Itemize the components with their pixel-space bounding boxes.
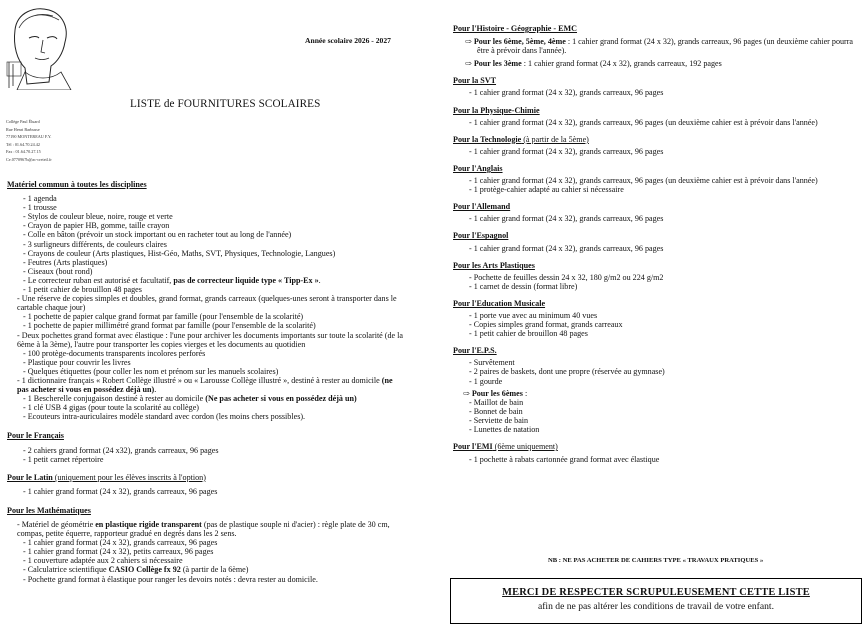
list-item: - 1 cahier grand format (24 x 32), grands carreaux, 96 pages bbox=[23, 486, 218, 496]
list-item: - 2 cahiers grand format (24 x32), grands carreaux, 96 pages bbox=[23, 445, 219, 455]
page-title: LISTE de FOURNITURES SCOLAIRES bbox=[130, 98, 321, 110]
espagnol-heading: Pour l'Espagnol bbox=[453, 231, 509, 241]
list-item: - 1 cahier grand format (24 x 32), grands carreaux, 96 pages bbox=[23, 538, 218, 548]
arrow-icon: ⇨ bbox=[463, 388, 472, 398]
list-item: - 1 cahier grand format (24 x 32), grands carreaux, 96 pages (un deuxième cahier est à prévoir dans l'année) bbox=[469, 176, 818, 186]
maths-heading: Pour les Mathématiques bbox=[7, 505, 91, 515]
list-item: - 1 clé USB 4 gigas (pour toute la scolarité au collège) bbox=[23, 403, 199, 413]
list-item: - Plastique pour couvrir les livres bbox=[23, 357, 131, 367]
notice-text: afin de ne pas altérer les conditions de travail de votre enfant. bbox=[537, 601, 775, 612]
list-item: - 1 cahier grand format (24 x 32), grands carreaux, 96 pages bbox=[469, 243, 664, 253]
list-item: - 1 cahier grand format (24 x 32), petits carreaux, 96 pages bbox=[23, 547, 214, 557]
list-item: - Copies simples grand format, grands carreaux bbox=[469, 320, 623, 330]
list-item: - 1 pochette de papier calque grand format par famille (pour l'ensemble de la scolarité) bbox=[23, 312, 304, 322]
list-item: - Feutres (Arts plastiques) bbox=[23, 257, 108, 267]
common-list bbox=[17, 194, 405, 421]
list-item: - 1 agenda bbox=[23, 194, 57, 204]
list-item: - Pochette de feuilles dessin 24 x 32, 180 g/m2 ou 224 g/m2 bbox=[469, 272, 664, 282]
histoire-heading: Pour l'Histoire - Géographie - EMC bbox=[453, 24, 578, 33]
notice-box bbox=[450, 578, 862, 624]
list-item: - 1 dictionnaire français « Robert Collège illustré » ou « Larousse Collège illustré », destiné à rester au domicile (ne pas acheter si vous en possédez déjà un). bbox=[17, 375, 393, 395]
right-column bbox=[453, 24, 861, 464]
list-item: - 1 cahier grand format (24 x 32), grands carreaux, 96 pages (un deuxième cahier est à prévoir dans l'année) bbox=[469, 117, 818, 127]
list-item: - Quelques étiquettes (pour coller les nom et prénom sur les manuels scolaires) bbox=[23, 366, 279, 376]
list-item: - Bonnet de bain bbox=[469, 406, 523, 416]
list-item: - Maillot de bain bbox=[469, 397, 524, 407]
list-item: - Calculatrice scientifique CASIO Collège fx 92 (à partir de la 6ème) bbox=[23, 565, 249, 575]
list-item: - 2 paires de baskets, dont une propre (réservée au gymnase) bbox=[469, 367, 665, 377]
school-address: Collège Paul Éluard Rue Henri Barbusse 77190 MONTEREAU F.Y. Tél : 01.64.70.24.42 Fax : 01.64.70.27.15 Ce.0770967b@ac-creteil.fr bbox=[6, 119, 52, 162]
list-item: - 1 pochette à rabats cartonnée grand format avec élastique bbox=[469, 455, 660, 465]
musique-heading: Pour l'Education Musicale bbox=[453, 298, 546, 308]
eps-heading: Pour l'E.P.S. bbox=[453, 346, 497, 356]
list-item: - 1 cahier grand format (24 x 32), grands carreaux, 96 pages bbox=[469, 88, 664, 98]
list-item: - 1 cahier grand format (24 x 32), grands carreaux, 96 pages bbox=[469, 146, 664, 156]
techno-heading: Pour la Technologie (à partir de la 5ème) bbox=[453, 134, 589, 144]
list-item: - 1 carnet de dessin (format libre) bbox=[469, 281, 578, 291]
list-item: - Survêtement bbox=[469, 358, 515, 368]
list-item: - Une réserve de copies simples et doubles, grand format, grands carreaux (quelques-unes seront à transporter dans le cartable chaque jour) bbox=[17, 294, 397, 313]
list-item: - Colle en bâton (prévoir un stock important ou en racheter tout au long de l'année) bbox=[23, 230, 292, 240]
notice-title: MERCI DE RESPECTER SCRUPULEUSEMENT CETTE LISTE bbox=[502, 587, 810, 598]
list-item: - 1 Bescherelle conjugaison destiné à rester au domicile (Ne pas acheter si vous en possédez déjà un) bbox=[23, 394, 357, 404]
list-item: - 3 surligneurs différents, de couleurs claires bbox=[23, 239, 167, 249]
arts-heading: Pour les Arts Plastiques bbox=[453, 260, 535, 270]
school-logo-portrait bbox=[5, 2, 77, 90]
list-item: - Pochette grand format à élastique pour ranger les devoirs notés : devra rester au domicile. bbox=[23, 574, 318, 584]
common-heading: Matériel commun à toutes les disciplines bbox=[7, 180, 147, 189]
arrow-icon: ⇨ bbox=[465, 59, 474, 69]
list-item: - 1 gourde bbox=[469, 376, 503, 386]
list-item: - 1 trousse bbox=[23, 203, 57, 213]
list-item: - Ciseaux (bout rond) bbox=[23, 266, 93, 276]
list-item: ⇨ Pour les 3ème : 1 cahier grand format (24 x 32), grands carreaux, 192 pages bbox=[465, 59, 722, 69]
list-item: - Le correcteur ruban est autorisé et facultatif, pas de correcteur liquide type « Tipp-Ex ». bbox=[23, 275, 321, 285]
list-item: - 1 pochette de papier millimétré grand format par famille (pour l'ensemble de la scolarité) bbox=[23, 321, 316, 331]
list-item: - 1 petit carnet répertoire bbox=[23, 454, 104, 464]
list-item: - 1 porte vue avec au minimum 40 vues bbox=[469, 310, 598, 320]
anglais-heading: Pour l'Anglais bbox=[453, 163, 503, 173]
list-item: - 1 cahier grand format (24 x 32), grands carreaux, 96 pages bbox=[469, 214, 664, 224]
physique-heading: Pour la Physique-Chimie bbox=[453, 105, 540, 115]
list-item: - 1 petit cahier de brouillon 48 pages bbox=[23, 285, 142, 295]
list-item: - Matériel de géométrie en plastique rigide transparent (pas de plastique souple ni d'acier) : règle plate de 30 cm, compas, petite équerre, rapporteur gradué en degrés dans les 2 sens. bbox=[17, 520, 390, 539]
list-item: - Crayon de papier HB, gomme, taille crayon bbox=[23, 221, 170, 231]
arrow-icon: ⇨ bbox=[465, 37, 474, 47]
list-item: - Serviette de bain bbox=[469, 415, 529, 425]
list-item: - Deux pochettes grand format avec élastique : l'une pour archiver les documents importants sur toute la scolarité (de la 6ème à la 3ème), l'autre pour transporter les copies vierges et les documents au quotidien bbox=[17, 330, 404, 349]
latin-heading: Pour le Latin (uniquement pour les élèves inscrits à l'option) bbox=[7, 472, 206, 482]
list-item: - Lunettes de natation bbox=[469, 425, 540, 434]
allemand-heading: Pour l'Allemand bbox=[453, 202, 511, 212]
list-item: - 1 couverture adaptée aux 2 cahiers si nécessaire bbox=[23, 556, 183, 566]
svt-heading: Pour la SVT bbox=[453, 76, 497, 86]
francais-heading: Pour le Français bbox=[7, 431, 64, 441]
list-item: - 1 protège-cahier adapté au cahier si nécessaire bbox=[469, 185, 624, 195]
list-item: - 100 protège-documents transparents incolores perforés bbox=[23, 348, 206, 358]
emi-heading: Pour l'EMI (6ème uniquement) bbox=[453, 442, 558, 452]
list-item: - Ecouteurs intra-auriculaires modèle standard avec cordon (les moins chers possibles). bbox=[23, 412, 306, 422]
left-column bbox=[7, 180, 405, 584]
eps-sub-heading: ⇨ Pour les 6èmes : bbox=[463, 388, 528, 398]
list-item: - Stylos de couleur bleue, noire, rouge et verte bbox=[23, 212, 173, 222]
school-year: Année scolaire 2026 - 2027 bbox=[305, 36, 391, 45]
list-item: - 1 petit cahier de brouillon 48 pages bbox=[469, 329, 588, 339]
list-item: ⇨ Pour les 6ème, 5ème, 4ème : 1 cahier grand format (24 x 32), grands carreaux, 96 pages (un deuxième cahier pourra être à prévoir dans l'année). bbox=[465, 37, 854, 56]
list-item: - Crayons de couleur (Arts plastiques, Hist-Géo, Maths, SVT, Physiques, Technologie, Langues) bbox=[23, 248, 336, 258]
nb-note: NB : NE PAS ACHETER DE CAHIERS TYPE « TRAVAUX PRATIQUES » bbox=[548, 557, 764, 564]
